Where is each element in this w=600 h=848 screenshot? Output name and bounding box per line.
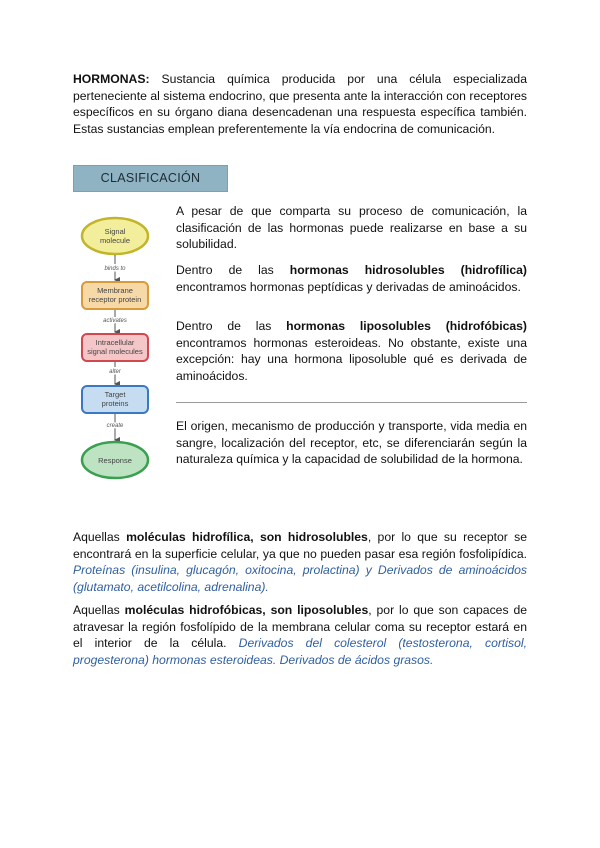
bottom-p1-examples: Proteínas (insulina, glucagón, oxitocina, prolactina) y Derivados de aminoácidos (glutamato, acetilcolina, adrenalina). [73, 563, 527, 594]
intro-text: Sustancia química producida por una célula especializada perteneciente al sistema endocrino, que presenta ante la interacción con receptores específicos en su órgano diana desencadenan una respuesta específica también. Estas sustancias emplean preferentemente la vía endocrina de comunicación. [73, 72, 527, 136]
arrow-2-label: activates [103, 318, 127, 324]
section-heading-clasificacion: CLASIFICACIÓN [73, 165, 228, 192]
bottom-p2-bold: moléculas hidrofóbicas, son liposolubles [124, 603, 369, 617]
right-p2-bold: hormonas hidrosolubles (hidrofílica) [289, 263, 527, 277]
bottom-p2-examples: Derivados del colesterol (testosterona, cortisol, progesterona) hormonas esteroideas. Derivados de ácidos grasos. [73, 636, 527, 667]
bottom-p1-c: , por lo que su receptor se encontrará en la superficie celular, ya que no pueden pasar esa región fosfolipídica. [73, 530, 528, 561]
right-p2-a: Dentro de las [176, 263, 290, 277]
right-paragraph-2 [176, 262, 527, 295]
node-2-line-1: Membrane [97, 286, 133, 295]
intro-paragraph [73, 71, 527, 137]
intro-term: HORMONAS: [73, 72, 150, 86]
bottom-p1-a: Aquellas [73, 530, 127, 544]
node-4-line-2: proteins [101, 399, 129, 408]
arrow-1-label: binds to [104, 266, 126, 272]
bottom-paragraph-2 [73, 602, 527, 668]
bottom-p2-a: Aquellas [73, 603, 125, 617]
node-3-line-1: Intracellular [95, 338, 135, 347]
right-p3-c: encontramos hormonas esteroideas. No obstante, existe una excepción: hay una hormona liposoluble qué es derivada de aminoácidos. [176, 335, 527, 383]
divider-line [176, 402, 527, 403]
right-paragraph-1: A pesar de que comparta su proceso de comunicación, la clasificación de las hormonas puede realizarse en base a su solubilidad. [176, 204, 527, 251]
node-1-line-1: Signal [104, 227, 126, 236]
node-3-line-2: signal molecules [87, 347, 143, 356]
right-p2-c: encontramos hormonas peptídicas y derivadas de aminoácidos. [176, 279, 521, 294]
bottom-p2-c: , por lo que son capaces de atravesar la región fosfolípido de la membrana celular coma su receptor estará en el interior de la célula. [73, 603, 527, 650]
right-p3-bold: hormonas liposolubles (hidrofóbicas) [286, 319, 527, 333]
arrow-3-label: alter [109, 369, 121, 375]
bottom-paragraph-1 [73, 529, 527, 595]
right-p3-a: Dentro de las [176, 319, 287, 333]
node-1-line-2: molecule [99, 236, 131, 245]
bottom-p1-bold: moléculas hidrofílica, son hidrosolubles [126, 530, 368, 544]
arrow-4-label: create [106, 423, 124, 429]
right-paragraph-4: El origen, mecanismo de producción y transporte, vida media en sangre, localización del receptor, etc, se diferenciarán según la naturaleza química y la capacidad de solubilidad de la hormona. [176, 419, 527, 466]
right-paragraph-3 [176, 318, 527, 384]
node-2-line-2: receptor protein [88, 295, 142, 304]
signaling-diagram [75, 210, 165, 490]
node-4-line-1: Target [104, 390, 126, 399]
node-5-line-1: Response [98, 456, 132, 465]
